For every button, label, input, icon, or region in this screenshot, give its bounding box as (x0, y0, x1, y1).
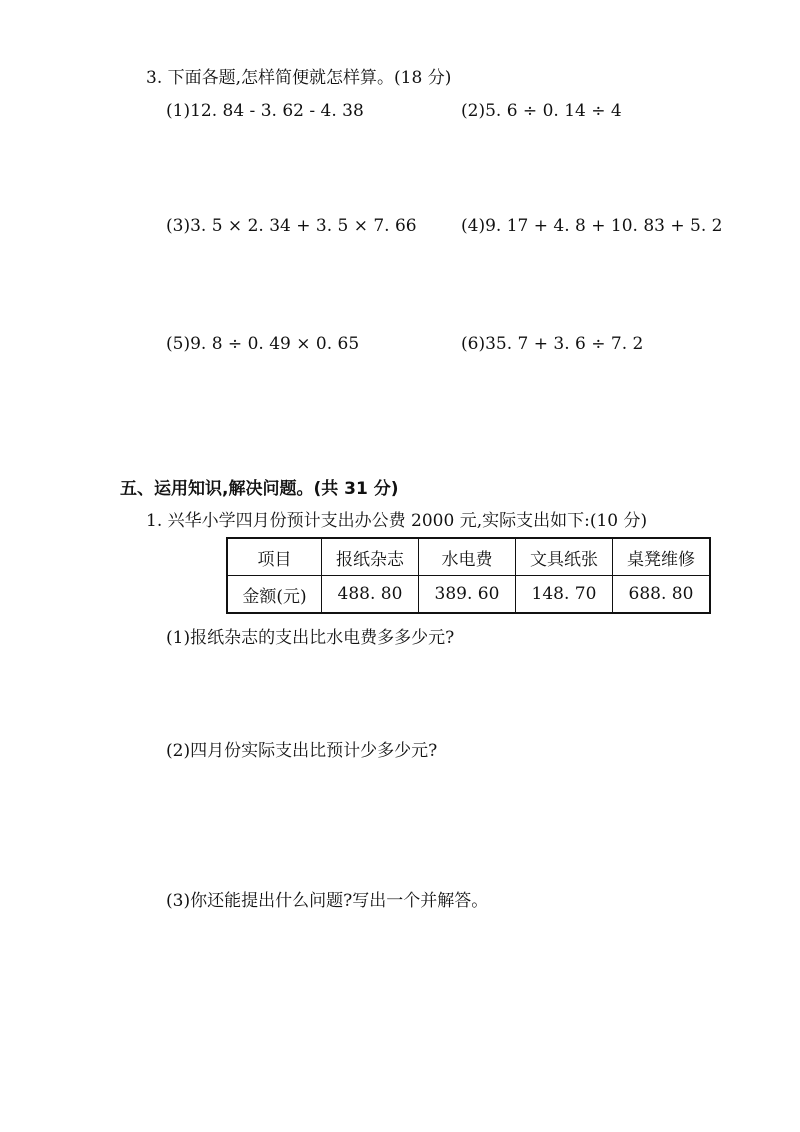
table-cell: 389. 60 (419, 576, 516, 614)
problem-2: (2)5. 6 ÷ 0. 14 ÷ 4 (461, 101, 622, 121)
table-row (227, 576, 710, 614)
sub-question-3: (3)你还能提出什么问题?写出一个并解答。 (166, 891, 489, 911)
question-1-text: 1. 兴华小学四月份预计支出办公费 2000 元,实际支出如下:(10 分) (146, 511, 648, 531)
table-header-row (227, 538, 710, 576)
expense-table (226, 537, 711, 614)
problem-1: (1)12. 84 - 3. 62 - 4. 38 (166, 101, 364, 121)
table-header-cell: 报纸杂志 (322, 538, 419, 576)
table-cell: 488. 80 (322, 576, 419, 614)
problem-5: (5)9. 8 ÷ 0. 49 × 0. 65 (166, 334, 360, 354)
table-header-cell: 文具纸张 (516, 538, 613, 576)
problem-3: (3)3. 5 × 2. 34 + 3. 5 × 7. 66 (166, 216, 417, 236)
table-header-cell: 项目 (227, 538, 322, 576)
table-header-cell: 水电费 (419, 538, 516, 576)
problem-6: (6)35. 7 + 3. 6 ÷ 7. 2 (461, 334, 644, 354)
sub-question-2: (2)四月份实际支出比预计少多少元? (166, 741, 438, 761)
section5-title: 五、运用知识,解决问题。(共 31 分) (120, 479, 399, 499)
sub-question-1: (1)报纸杂志的支出比水电费多多少元? (166, 628, 455, 648)
problem-4: (4)9. 17 + 4. 8 + 10. 83 + 5. 2 (461, 216, 723, 236)
table-cell: 金额(元) (227, 576, 322, 614)
section3-title: 3. 下面各题,怎样简便就怎样算。(18 分) (146, 68, 452, 88)
table-cell: 148. 70 (516, 576, 613, 614)
table-header-cell: 桌凳维修 (613, 538, 711, 576)
table-cell: 688. 80 (613, 576, 711, 614)
